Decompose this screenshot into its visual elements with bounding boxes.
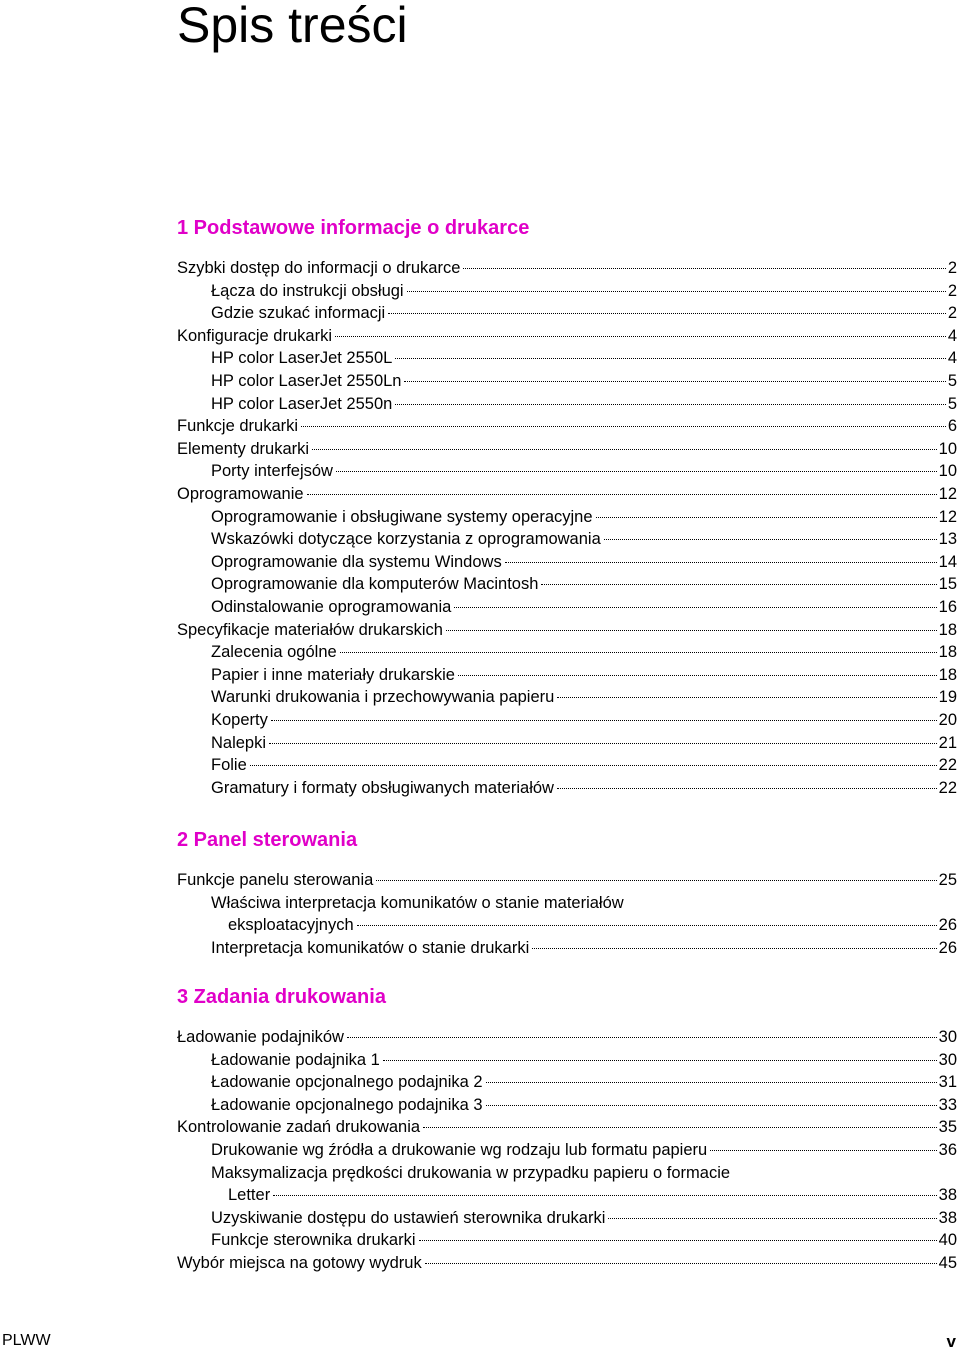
toc-page-number: 4	[947, 349, 957, 368]
toc-page-number: 2	[947, 259, 957, 277]
toc-page-number: 30	[938, 1050, 957, 1069]
toc-entry[interactable]	[211, 528, 957, 550]
toc-page-number: 12	[938, 485, 957, 503]
toc-page-number: 19	[938, 688, 957, 707]
toc-entry[interactable]	[211, 641, 957, 663]
chapter-heading[interactable]: 2 Panel sterowania	[177, 829, 358, 851]
toc-page-number: 10	[938, 462, 957, 481]
toc-page-number: 38	[938, 1186, 957, 1205]
page-title: Spis treści	[177, 0, 408, 53]
toc-entry-label: HP color LaserJet 2550Ln	[211, 372, 402, 390]
toc-entry-label: Papier i inne materiały drukarskie	[211, 665, 455, 684]
toc-entry-label: Zalecenia ogólne	[211, 643, 337, 662]
toc-entry-label: Oprogramowanie dla systemu Windows	[211, 552, 502, 571]
toc-entry[interactable]	[211, 1071, 957, 1093]
toc-entry-label: Oprogramowanie dla komputerów Macintosh	[211, 575, 539, 594]
dot-leader	[269, 743, 937, 744]
dot-leader	[463, 268, 945, 269]
chapter-heading[interactable]: 1 Podstawowe informacje o drukarce	[177, 217, 530, 239]
toc-entry-label: Ładowanie podajnika 1	[211, 1050, 380, 1069]
toc-page-number: 18	[938, 620, 957, 639]
toc-entry[interactable]	[211, 302, 957, 324]
dot-leader	[419, 1240, 937, 1241]
toc-entry-label: Łącza do instrukcji obsługi	[211, 281, 404, 300]
toc-entry[interactable]	[211, 709, 957, 731]
toc-page-number: 30	[938, 1028, 957, 1046]
footer-page-number: v	[946, 1332, 956, 1351]
toc-entry-label: Wybór miejsca na gotowy wydruk	[177, 1254, 422, 1272]
toc-page-number: 40	[938, 1231, 957, 1250]
toc-entry[interactable]	[211, 280, 957, 302]
toc-page-number: 22	[938, 756, 957, 775]
dot-leader	[340, 652, 937, 653]
toc-page-number: 21	[938, 733, 957, 752]
toc-entry[interactable]	[211, 1139, 957, 1161]
toc-entry-label: Odinstalowanie oprogramowania	[211, 598, 452, 616]
dot-leader	[532, 948, 936, 949]
toc-entry-label: Drukowanie wg źródła a drukowanie wg rodzaju lub formatu papieru	[211, 1141, 708, 1159]
toc-entry[interactable]	[211, 551, 957, 573]
toc-entry[interactable]	[211, 732, 957, 754]
toc-entry[interactable]	[211, 573, 957, 595]
toc-page-number: 5	[947, 394, 957, 413]
toc-entry[interactable]	[177, 438, 957, 460]
dot-leader	[395, 404, 946, 405]
toc-page-number: 26	[938, 938, 957, 957]
dot-leader	[486, 1105, 937, 1106]
toc-entry-label: Porty interfejsów	[211, 462, 333, 481]
toc-page-number: 36	[938, 1141, 957, 1159]
toc-page-number: 33	[938, 1095, 957, 1114]
toc-entry-label: Letter	[228, 1186, 271, 1205]
toc-entry[interactable]	[177, 1116, 957, 1138]
toc-entry[interactable]	[177, 1252, 957, 1274]
dot-leader	[395, 358, 946, 359]
dot-leader	[486, 1082, 937, 1083]
toc-page-number: 18	[938, 665, 957, 684]
dot-leader	[407, 291, 946, 292]
toc-entry[interactable]	[211, 596, 957, 618]
dot-leader	[307, 494, 937, 495]
dot-leader	[596, 517, 937, 518]
toc-entry-label: Warunki drukowania i przechowywania papieru	[211, 688, 555, 707]
dot-leader	[541, 584, 936, 585]
toc-entry-label: Ładowanie podajników	[177, 1028, 344, 1046]
dot-leader	[458, 675, 937, 676]
dot-leader	[335, 336, 946, 337]
toc-page-number: 31	[938, 1073, 957, 1092]
toc-entry-label: Gramatury i formaty obsługiwanych materiałów	[211, 778, 554, 797]
toc-page-number: 12	[938, 507, 957, 526]
dot-leader	[273, 1195, 936, 1196]
toc-entry-label: Funkcje panelu sterowania	[177, 871, 374, 889]
toc-page-number: 14	[938, 552, 957, 571]
toc-entry-label: Elementy drukarki	[177, 439, 310, 458]
toc-entry[interactable]	[228, 1184, 957, 1206]
dot-leader	[404, 381, 945, 382]
dot-leader	[446, 630, 937, 631]
toc-entry[interactable]	[177, 869, 957, 891]
toc-page-number: 25	[938, 871, 957, 889]
dot-leader	[376, 880, 936, 881]
toc-entry[interactable]	[211, 347, 957, 369]
toc-entry[interactable]	[211, 506, 957, 528]
toc-entry[interactable]	[228, 914, 957, 936]
toc-entry-label: Folie	[211, 756, 247, 775]
toc-entry-label: Oprogramowanie	[177, 485, 304, 503]
toc-entry[interactable]	[177, 325, 957, 347]
dot-leader	[557, 697, 936, 698]
toc-page-number: 22	[938, 778, 957, 797]
toc-entry[interactable]	[211, 1049, 957, 1071]
toc-entry-label: Konfiguracje drukarki	[177, 326, 332, 345]
toc-page-number: 2	[947, 304, 957, 323]
toc-entry[interactable]	[177, 1026, 957, 1048]
toc-page-number: 5	[947, 372, 957, 390]
chapter-heading[interactable]: 3 Zadania drukowania	[177, 986, 386, 1008]
toc-entry[interactable]	[177, 257, 957, 279]
toc-entry-label: HP color LaserJet 2550n	[211, 394, 393, 413]
toc-entry[interactable]	[211, 664, 957, 686]
toc-entry-label: Oprogramowanie i obsługiwane systemy operacyjne	[211, 507, 593, 526]
toc-page-number: 20	[938, 711, 957, 729]
toc-entry-label: Gdzie szukać informacji	[211, 304, 386, 323]
dot-leader	[250, 765, 937, 766]
dot-leader	[425, 1263, 937, 1264]
toc-entry[interactable]	[211, 1094, 957, 1116]
toc-entry[interactable]	[211, 686, 957, 708]
dot-leader	[710, 1150, 936, 1151]
toc-entry-label: Funkcje sterownika drukarki	[211, 1231, 416, 1250]
toc-entry[interactable]	[211, 937, 957, 959]
toc-entry-label: Uzyskiwanie dostępu do ustawień sterownika drukarki	[211, 1208, 606, 1227]
dot-leader	[312, 449, 937, 450]
dot-leader	[388, 313, 946, 314]
toc-entry-label: Ładowanie opcjonalnego podajnika 3	[211, 1095, 483, 1114]
toc-entry-label: Kontrolowanie zadań drukowania	[177, 1118, 421, 1137]
toc-entry-label: HP color LaserJet 2550L	[211, 349, 393, 368]
dot-leader	[423, 1127, 937, 1128]
toc-entry[interactable]	[211, 460, 957, 482]
dot-leader	[454, 607, 936, 608]
toc-page-number: 16	[938, 598, 957, 616]
toc-entry[interactable]	[211, 370, 957, 392]
toc-page-number: 45	[938, 1254, 957, 1272]
dot-leader	[604, 539, 937, 540]
toc-entry[interactable]	[211, 777, 957, 799]
toc-entry[interactable]	[177, 415, 957, 437]
dot-leader	[357, 925, 937, 926]
toc-entry-label: Właściwa interpretacja komunikatów o stanie materiałów	[211, 893, 624, 912]
toc-entry-label: Nalepki	[211, 733, 267, 752]
toc-page-number: 4	[947, 326, 957, 345]
toc-page-number: 15	[938, 575, 957, 594]
toc-page-number: 26	[938, 916, 957, 935]
dot-leader	[347, 1037, 937, 1038]
toc-entry[interactable]	[211, 1229, 957, 1251]
toc-page-number: 2	[947, 281, 957, 300]
toc-entry[interactable]	[177, 619, 957, 641]
toc-entry-label: Funkcje drukarki	[177, 417, 299, 436]
dot-leader	[557, 788, 937, 789]
toc-entry-label: Koperty	[211, 711, 268, 729]
toc-page-number: 18	[938, 643, 957, 662]
toc-page-number: 6	[947, 417, 957, 436]
toc-entry[interactable]	[211, 754, 957, 776]
toc-page-number: 38	[938, 1208, 957, 1227]
dot-leader	[383, 1060, 937, 1061]
dot-leader	[336, 471, 937, 472]
dot-leader	[271, 720, 937, 721]
toc-entry[interactable]	[211, 1207, 957, 1229]
toc-entry[interactable]	[177, 483, 957, 505]
toc-entry-label: Szybki dostęp do informacji o drukarce	[177, 259, 461, 277]
toc-page-number: 35	[938, 1118, 957, 1137]
footer-left-label: PLWW	[2, 1332, 51, 1349]
toc-entry-label: Specyfikacje materiałów drukarskich	[177, 620, 443, 639]
toc-entry-label: Ładowanie opcjonalnego podajnika 2	[211, 1073, 483, 1092]
toc-entry-label: Maksymalizacja prędkości drukowania w przypadku papieru o formacie	[211, 1163, 731, 1182]
dot-leader	[505, 562, 937, 563]
toc-entry[interactable]	[211, 393, 957, 415]
dot-leader	[301, 426, 946, 427]
toc-page-number: 10	[938, 439, 957, 458]
toc-entry-label: eksploatacyjnych	[228, 916, 354, 935]
toc-entry-label: Wskazówki dotyczące korzystania z oprogramowania	[211, 530, 601, 549]
dot-leader	[608, 1218, 936, 1219]
toc-entry-label: Interpretacja komunikatów o stanie drukarki	[211, 938, 530, 957]
toc-page-number: 13	[938, 530, 957, 549]
